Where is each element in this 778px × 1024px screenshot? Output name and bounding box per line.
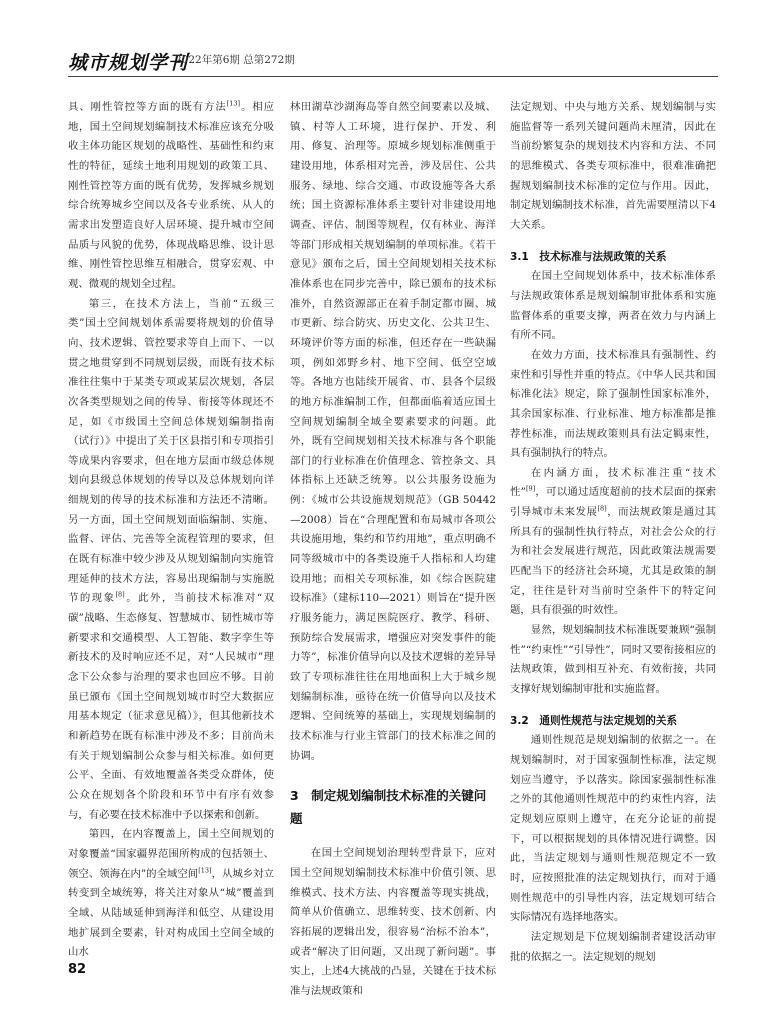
body-paragraph: 第三，在技术方法上，当前“五级三类”国土空间规划体系需要将规划的价值导向、技术逻辑、管控要求等自上而下、一以贯之地贯穿到不同规划层级，而既有技术标准往往集中于某类专项或某层次规划，各层次各类型规划之间的传导、衔接等体现还不足，如《市级国土空间总体规划编制指南（试行）》中提出了关于区县指引和专项指引等成果内容要求，但在地方层面市级总体规划向县级总体规划的传导以及总体规划向详细规划的传导的技术标准和方法还不清晰。另一方面，国土空间规划面临编制、实施、监督、评估、完善等全流程管理的要求，但在既有标准中较少涉及从规划编制向实施管理延伸的技术方法，容易出现编制与实施脱节的现象[8]。此外，当前技术标准对“双碳”战略、生态修复、智慧城市、韧性城市等新要求和交通模型、人工智能、数字孪生等新技术的及时响应还不足，对“人民城市”理念下公众参与治理的要求也回应不够。目前虽已颁布《国土空间规划城市时空大数据应用基本规定（征求意见稿）》，但其他新技术和新趋势在既有标准中涉及不多；目前尚未有关于规划编制公众参与相关标准。如何更公平、全面、有效地覆盖各类受众群体，使公众在规划各个阶段和环节中有序有效参与，有必要在技术标准中予以探索和创新。 [68, 297, 275, 821]
text-column-1 [68, 98, 274, 963]
body-paragraph: 在国土空间规划体系中，技术标准体系与法规政策体系是规划编制审批体系和实施监督体系的重要支撑，两者在效力与内涵上有所不同。 [510, 270, 716, 342]
body-paragraph: 法定规划、中央与地方关系、规划编制与实施监督等一系列关键问题尚未厘清，因此在当前纷繁复杂的规划技术内容和方法、不同的思维模式、各类专项标准中，很难准确把握规划编制技术标准的定位与作用。因此，制定规划编制技术标准，首先需要厘清以下4大关系。 [510, 101, 716, 231]
subsection-heading: 3.2 通则性规范与法定规划的关系 [510, 714, 678, 727]
text-column-3 [510, 98, 716, 967]
body-paragraph: 法定规划是下位规划编制者建设活动审批的依据之一。法定规划的规划 [510, 930, 716, 963]
citation-ref: [8] [597, 504, 607, 513]
citation-ref: [13] [198, 866, 212, 875]
citation-ref: [8] [115, 590, 125, 599]
body-paragraph: 在效力方面，技术标准具有强制性、约束性和引导性并重的特点。《中华人民共和国标准化法》规定，除了强制性国家标准外，其余国家标准、行业标准、地方标准都是推荐性标准，而法规政策则具有法定羁束性，具有强制执行的特点。 [510, 348, 716, 460]
body-paragraph: 显然，规划编制技术标准既要兼顾“强制性”“约束性”“引导性”，同时又要衔接相应的法规政策，做到相互补充、有效衔接，共同支撑好规划编制审批和实施监督。 [510, 624, 716, 696]
body-paragraph: 在国土空间规划治理转型背景下，应对国土空间规划编制技术标准中价值引领、思维模式、技术方法、内容覆盖等现实挑战，简单从价值确立、思维转变、技术创新、内容拓展的逻辑出发，很容易“治标不治本”，或者“解决了旧问题，又出现了新问题”。事实上，上述4大挑战的凸显，关键在于技术标准与法规政策和 [290, 847, 496, 997]
body-paragraph: 林田湖草沙湖海岛等自然空间要素以及城、镇、村等人工环境，进行保护、开发、利用、修复、治理等。原城乡规划标准侧重于建设用地，体系相对完善，涉及居住、公共服务、绿地、综合交通、市政设施等各大系统；国土资源标准体系主要针对非建设用地调查、评估、制图等规程，仅有林业、海洋等部门形成相关规划编制的单项标准。《若干意见》颁布之后，国土空间规划相关技术标准体系也在同步完善中，除已颁布的技术标准外，自然资源部正在着手制定都市圈、城市更新、综合防灾、历史文化、公共卫生、环境评价等方面的标准，但还存在一些缺漏项，例如郊野乡村、地下空间、低空空域等。各地方也陆续开展省、市、县各个层级的地方标准编制工作，但都面临着适应国土空间规划编制全域全要素要求的问题。此外，既有空间规划相关技术标准与各个职能部门的行业标准在价值理念、管控条文、具体指标上还缺乏统筹。以公共服务设施为例：《城市公共设施规划规范》（GB 50442—2008）旨在“合理配置和布局城市各项公共设施用地，集约和节约用地”，重点明确不同等级城市中的各类设施千人指标和人均建设用地；而相关专项标准，如《综合医院建设标准》（建标110—2021）则旨在“提升医疗服务能力，满足医院医疗、教学、科研、预防综合发展需求，增强应对突发事件的能力等”，标准价值导向以及技术逻辑的差异导致了专项标准往往在用地面积上大于城乡规划编制标准，亟待在统一价值导向以及技术逻辑、空间统筹的基础上，实现规划编制的技术标准与行业主管部门的技术标准之间的协调。 [290, 101, 496, 762]
page-header [68, 48, 718, 74]
section-heading: 3 制定规划编制技术标准的关键问题 [290, 788, 487, 827]
issue-info: 2022年第6期 总第272期 [175, 54, 295, 66]
journal-title: 城市规划学刊 [68, 52, 189, 74]
body-paragraph: 通则性规范是规划编制的依据之一。在规划编制时，对于国家强制性标准，法定规划应当遵守，予以落实。除国家强制性标准之外的其他通则性规范中的约束性内容，法定规划应原则上遵守，在充分论证的前提下，可以根据规划的具体情况进行调整。因此，当法定规划与通则性规范规定不一致时，应按照批准的法定规划执行，而对于通则性规范中的引导性内容，法定规划可结合实际情况有选择地落实。 [510, 734, 716, 924]
header-rule [68, 76, 718, 77]
citation-ref: [9] [525, 485, 536, 493]
body-paragraph: 具、刚性管控等方面的既有方法[13]。相应地，国土空间规划编制技术标准应该充分吸收主体功能区规划的战略性、基础性和约束性的特征，延续土地利用规划的政策工具、刚性管控等方面的既有优势，发挥城乡规划综合统筹城乡空间以及各专业系统、从人的需求出发塑造良好人居环境、提升城市空间品质与风貌的优势，体现战略思维、设计思维、刚性管控思维互相融合，贯穿宏观、中观、微观的规划全过程。 [68, 99, 275, 290]
subsection-heading: 3.1 技术标准与法规政策的关系 [510, 250, 667, 263]
text-column-2 [290, 98, 496, 1002]
body-paragraph: 在内涵方面，技术标准注重“技术性”[9]，可以通过适度超前的技术层面的探索引导城市未来发展[8]，而法规政策是通过其所具有的强制性执行特点，对社会公众的行为和社会发展进行规范，因此政策法规需要匹配当下的经济社会环境，尤其是政策的制定，往往是针对当前时空条件下的特定问题，具有很强的时效性。 [510, 466, 717, 617]
page-number: 82 [68, 962, 87, 977]
citation-ref: [13] [226, 99, 241, 108]
body-paragraph: 第四，在内容覆盖上，国土空间规划的对象覆盖“国家疆界范围所构成的包括领土、领空、领海在内”的全域空间[13]，从城乡対立转变到全域统筹，将关注对象从“城”覆盖到全域、从陆域延伸到海洋和低空、从建设用地扩展到全要素，针对构成国土空间全域的山水 [68, 828, 275, 959]
